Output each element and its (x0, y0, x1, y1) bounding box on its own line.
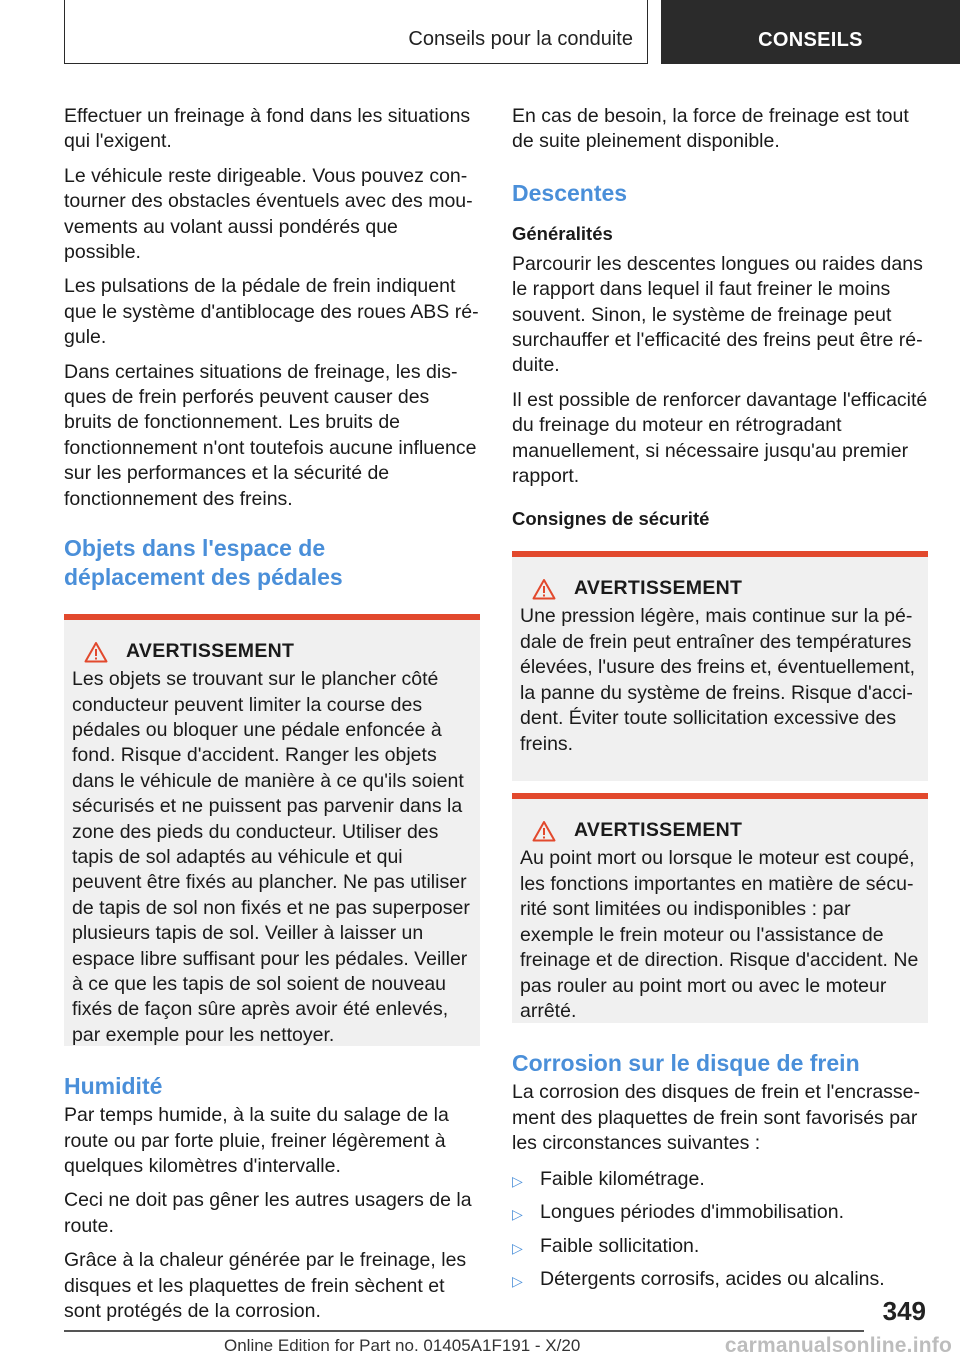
warning-text: Une pression légère, mais continue sur la pédale de frein peut entraîner des températures élevées, l'usure des freins et, éventuellement, la panne du système de freins. Risque d'accident. Éviter toute sollicitation excessive des freins. (520, 605, 916, 755)
list-item-text: Détergents corrosifs, acides ou alcalins. (540, 1267, 885, 1290)
section-tab: CONSEILS (661, 0, 960, 64)
paragraph: Ceci ne doit pas gêner les autres usagers de la route. (64, 1189, 472, 1237)
paragraph: Les pulsations de la pédale de frein indiquent que le système d'antiblocage des roues ABS régule. (64, 275, 479, 349)
subheading-generalites: Généralités (512, 222, 613, 244)
right-column (512, 104, 928, 1300)
paragraph: Par temps humide, à la suite du salage de la route ou par forte pluie, freiner légèrement à quelques kilomètres d'intervalle. (64, 1104, 449, 1177)
warning-text: Les objets se trouvant sur le plancher côté conducteur peuvent limiter la course des pédales ou bloquer une pédale enfoncée à fond. Risque d'accident. Ranger les objets dans le véhicule de manière à ce qu'ils soient sécurisés et ne puissent pas parvenir dans la zone des pieds du conducteur. Utiliser des tapis de sol adaptés au véhicule et qui peuvent être fixés au plancher. Ne pas utiliser de tapis de sol non fixés et ne pas superposer plusieurs tapis de sol. Veiller à laisser un espace libre suffisant pour les pédales. Veiller à ce que les tapis de sol soient de nouveau fixés de façon sûre après avoir été enlevés, par exemple pour les nettoyer. (72, 668, 470, 1046)
bullet-list (512, 1167, 928, 1295)
footer-divider (64, 1330, 864, 1332)
chapter-title: Conseils pour la conduite (64, 0, 648, 64)
paragraph: Effectuer un freinage à fond dans les situations qui l'exigent. (64, 105, 471, 153)
list-item (512, 1200, 928, 1227)
paragraph: La corrosion des disques de frein et l'encrassement des plaquettes de frein sont favorisés par les circonstances suivantes : (512, 1081, 921, 1155)
subheading-consignes: Consignes de sécurité (512, 508, 710, 530)
warning-triangle-icon (84, 641, 108, 663)
triangle-bullet-icon: ▷ (512, 1206, 523, 1223)
list-item (512, 1267, 928, 1294)
warning-header (72, 640, 474, 663)
footer-watermark: carmanualsonline.info (724, 1334, 952, 1357)
list-item (512, 1167, 928, 1194)
triangle-bullet-icon: ▷ (512, 1172, 523, 1189)
paragraph: En cas de besoin, la force de freinage est tout de suite pleinement disponible. (512, 105, 909, 153)
left-column (64, 104, 480, 1333)
warning-box-neutral (512, 793, 928, 1023)
heading-corrosion: Corrosion sur le disque de frein (512, 1050, 860, 1077)
warning-triangle-icon (532, 820, 556, 842)
warning-header (520, 819, 922, 842)
warning-title: AVERTISSEMENT (574, 577, 743, 600)
warning-title: AVERTISSEMENT (126, 640, 295, 663)
heading-objets: Objets dans l'espace de déplacement des pédales (64, 535, 343, 591)
page-number: 349 (882, 1296, 926, 1326)
warning-box-brake-pressure (512, 551, 928, 781)
list-item-text: Faible sollicitation. (540, 1234, 700, 1257)
heading-humidite: Humidité (64, 1073, 163, 1100)
paragraph: Il est possible de renforcer davantage l'efficacité du freinage du moteur en rétrogradant manuellement, si nécessaire jusqu'au premier rapport. (512, 388, 928, 488)
triangle-bullet-icon: ▷ (512, 1239, 523, 1256)
warning-text: Au point mort ou lorsque le moteur est coupé, les fonctions importantes en matière de sécurité sont limitées ou indisponibles : par exemple le frein moteur ou l'assistance de freinage et de direction. Risque d'accident. Ne pas rouler au point mort ou avec le moteur arrêté. (520, 847, 919, 1022)
paragraph: Parcourir les descentes longues ou raides dans le rapport dans lequel il faut freiner le moins souvent. Sinon, le système de freinage peut surchauffer et l'efficacité des freins peut être réduite. (512, 252, 923, 377)
warning-header (520, 577, 922, 600)
list-item-text: Faible kilométrage. (540, 1167, 705, 1190)
list-item (512, 1234, 928, 1261)
paragraph: Grâce à la chaleur générée par le freinage, les disques et les plaquettes de frein sèchent et sont protégés de la corrosion. (64, 1249, 467, 1322)
list-item-text: Longues périodes d'immobilisation. (540, 1201, 844, 1224)
warning-triangle-icon (532, 578, 556, 600)
footer-edition: Online Edition for Part no. 01405A1F191 - X/20 (224, 1336, 581, 1355)
heading-descentes: Descentes (512, 179, 628, 206)
paragraph: Dans certaines situations de freinage, les disques de frein perforés peuvent causer des bruits de fonctionnement. Les bruits de fonctionnement n'ont toutefois aucune influence sur les performances et la sécurité de fonctionnement des freins. (64, 360, 477, 510)
warning-box-pedals (64, 614, 480, 1046)
paragraph: Le véhicule reste dirigeable. Vous pouvez contourner des obstacles éventuels avec des mouvements au volant aussi pondérés que possible. (64, 164, 473, 264)
triangle-bullet-icon: ▷ (512, 1272, 523, 1289)
warning-title: AVERTISSEMENT (574, 819, 743, 842)
